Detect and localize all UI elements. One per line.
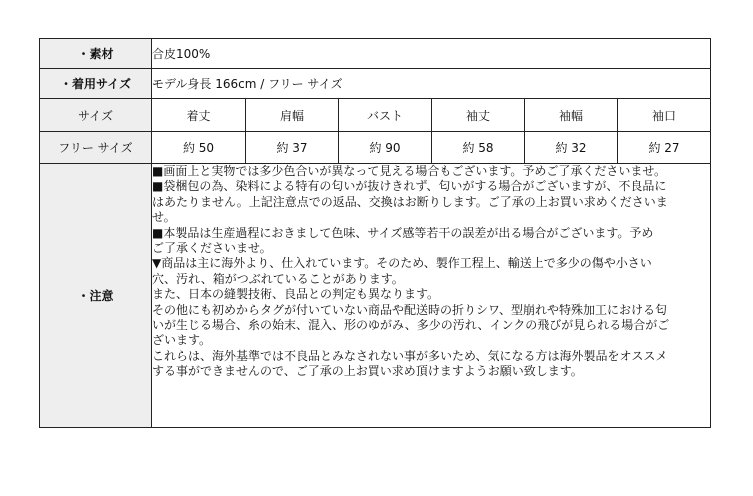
size-header-row (40, 99, 711, 132)
size-header-size: サイズ (40, 99, 152, 132)
size-value-bust: 約 90 (339, 132, 432, 164)
note-line: ▼商品は主に海外より、仕入れています。そのため、製作工程上、輸送上で多少の傷や小さい (152, 256, 652, 271)
note-line: 穴、汚れ、箱がつぶれていることがあります。 (152, 271, 404, 286)
note-line: ご了承くださいませ。 (152, 241, 272, 256)
material-value: 合皮100% (152, 39, 711, 69)
size-header-sleeve-length: 袖丈 (432, 99, 525, 132)
note-line: ■袋梱包の為、染料による特有の匂いが抜けきれず、匂いがする場合がございますが、不良品に (152, 179, 667, 194)
size-value-shoulder: 約 37 (246, 132, 339, 164)
size-header-bust: バスト (339, 99, 432, 132)
model-size-label: ・着用サイズ (40, 69, 152, 99)
note-line: その他にも初めからタグが付いていない商品や配送時の折りシワ、型崩れや特殊加工における匂 (152, 302, 668, 317)
size-value-size: フリー サイズ (40, 132, 152, 164)
model-size-value: モデル身長 166cm / フリー サイズ (152, 69, 711, 99)
size-header-cuff: 袖口 (618, 99, 711, 132)
notes-label: ・注意 (40, 164, 152, 428)
size-header-length: 着丈 (152, 99, 246, 132)
material-label: ・素材 (40, 39, 152, 69)
note-line: また、日本の縫製技術、良品との判定も異なります。 (152, 287, 440, 302)
note-line: いが生じる場合、糸の始末、混入、形のゆがみ、多少の汚れ、インクの飛びが見られる場合がご (152, 318, 670, 333)
material-row (40, 39, 711, 69)
notes-body (152, 164, 711, 428)
note-line: ■本製品は生産過程におきまして色味、サイズ感等若干の誤差が出る場合がございます。予め (152, 225, 654, 240)
note-line: ざいます。 (152, 333, 212, 348)
note-line: はあたりません。上記注意点での返品、交換はお断りします。ご了承の上お買い求めくださいま (152, 194, 668, 209)
size-value-sleeve-width: 約 32 (525, 132, 618, 164)
product-spec-table (39, 38, 711, 428)
size-value-sleeve-length: 約 58 (432, 132, 525, 164)
size-value-row (40, 132, 711, 164)
size-header-sleeve-width: 袖幅 (525, 99, 618, 132)
model-size-row (40, 69, 711, 99)
note-line: する事ができませんので、ご了承の上お買い求め頂けますようお願い致します。 (152, 364, 583, 379)
size-value-length: 約 50 (152, 132, 246, 164)
note-line: せ。 (152, 210, 176, 225)
size-header-shoulder: 肩幅 (246, 99, 339, 132)
note-line: ■画面上と実物では多少色合いが異なって見える場合もございます。予めご了承くださいませ。 (152, 164, 667, 178)
notes-row (40, 164, 711, 428)
note-line: これらは、海外基準では不良品とみなされない事が多いため、気になる方は海外製品をオススメ (152, 348, 668, 363)
size-value-cuff: 約 27 (618, 132, 711, 164)
